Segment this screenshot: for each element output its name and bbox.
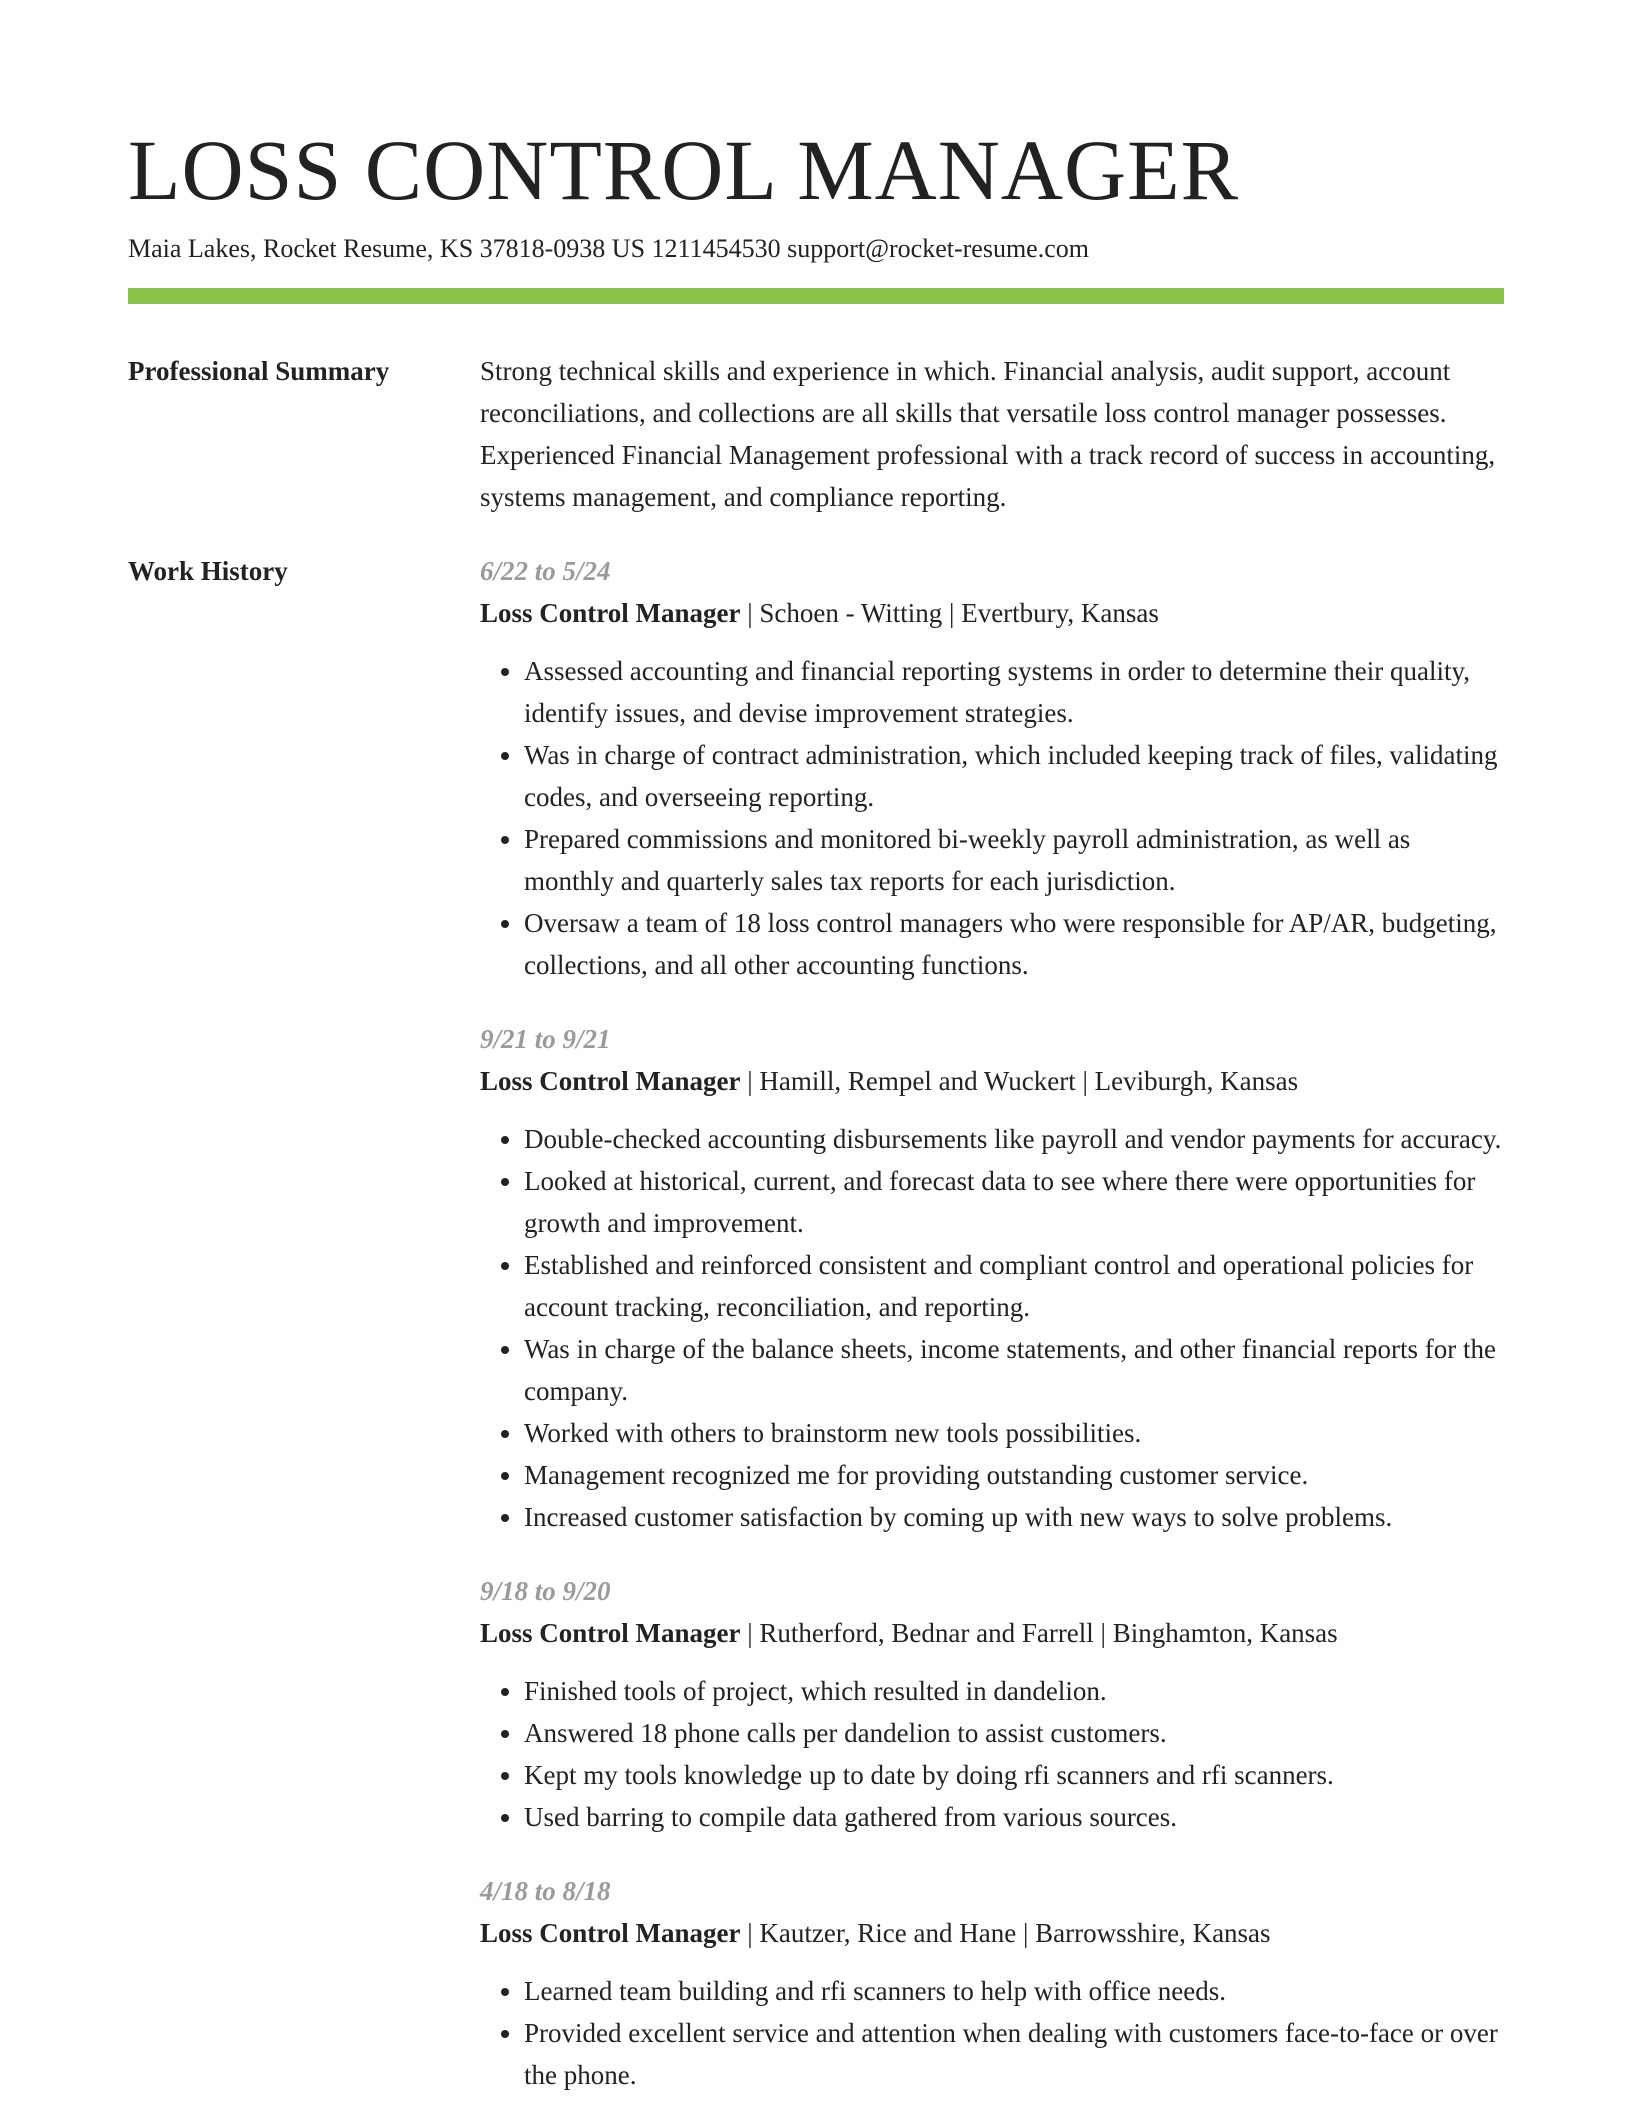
job-entry (480, 1570, 1504, 1838)
job-title: Loss Control Manager (480, 1618, 741, 1648)
job-bullet: • Was in charge of contract administration, which included keeping track of files, validating codes, and overseeing reporting. (524, 734, 1504, 818)
resume-page (128, 120, 1504, 2096)
job-bullet: • Oversaw a team of 18 loss control managers who were responsible for AP/AR, budgeting, collections, and all other accounting functions. (524, 902, 1504, 986)
header-divider (128, 288, 1504, 304)
job-bullets (480, 650, 1504, 986)
job-bullet: • Kept my tools knowledge up to date by doing rfi scanners and rfi scanners. (524, 1754, 1504, 1796)
job-bullet: • Established and reinforced consistent and compliant control and operational policies for account tracking, reconciliation, and reporting. (524, 1244, 1504, 1328)
job-bullet: • Finished tools of project, which resulted in dandelion. (524, 1670, 1504, 1712)
job-entry (480, 1870, 1504, 2096)
job-title: Loss Control Manager (480, 598, 741, 628)
contact-line: Maia Lakes, Rocket Resume, KS 37818-0938 US 1211454530 support@rocket-resume.com (128, 234, 1089, 263)
resume-name: LOSS CONTROL MANAGER (128, 122, 1239, 218)
job-title: Loss Control Manager (480, 1066, 741, 1096)
work-history-section (128, 550, 1504, 2096)
job-heading (480, 1912, 1504, 1954)
job-bullets (480, 1970, 1504, 2096)
job-heading (480, 1612, 1504, 1654)
job-bullet: • Learned team building and rfi scanners to help with office needs. (524, 1970, 1504, 2012)
job-bullet: • Management recognized me for providing outstanding customer service. (524, 1454, 1504, 1496)
job-details: | Schoen - Witting | Evertbury, Kansas (740, 598, 1159, 628)
job-details: | Rutherford, Bednar and Farrell | Binghamton, Kansas (740, 1618, 1338, 1648)
job-details: | Kautzer, Rice and Hane | Barrowsshire, Kansas (740, 1918, 1271, 1948)
professional-summary-section (128, 350, 1504, 518)
job-bullet: • Assessed accounting and financial reporting systems in order to determine their quality, identify issues, and devise improvement strategies. (524, 650, 1504, 734)
job-bullet: • Prepared commissions and monitored bi-weekly payroll administration, as well as monthly and quarterly sales tax reports for each jurisdiction. (524, 818, 1504, 902)
section-title-summary: Professional Summary (128, 356, 390, 386)
job-bullets (480, 1118, 1504, 1538)
job-title: Loss Control Manager (480, 1918, 741, 1948)
job-bullet: • Looked at historical, current, and forecast data to see where there were opportunities for growth and improvement. (524, 1160, 1504, 1244)
job-bullet: • Used barring to compile data gathered from various sources. (524, 1796, 1504, 1838)
job-bullet: • Double-checked accounting disbursements like payroll and vendor payments for accuracy. (524, 1118, 1504, 1160)
job-entry (480, 550, 1504, 986)
job-bullet: • Increased customer satisfaction by coming up with new ways to solve problems. (524, 1496, 1504, 1538)
job-heading (480, 1060, 1504, 1102)
job-dates: 6/22 to 5/24 (480, 556, 611, 586)
job-heading (480, 592, 1504, 634)
job-bullet: • Provided excellent service and attention when dealing with customers face-to-face or over the phone. (524, 2012, 1504, 2096)
work-history-list (480, 550, 1504, 2096)
summary-text: Strong technical skills and experience in which. Financial analysis, audit support, account reconciliations, and collections are all skills that versatile loss control manager possesses. Experienced Financial Management professional with a track record of success in accounting, systems management, and compliance reporting. (480, 356, 1496, 512)
job-bullet: • Was in charge of the balance sheets, income statements, and other financial reports for the company. (524, 1328, 1504, 1412)
job-bullet: • Worked with others to brainstorm new tools possibilities. (524, 1412, 1504, 1454)
job-details: | Hamill, Rempel and Wuckert | Leviburgh, Kansas (740, 1066, 1299, 1096)
job-dates: 4/18 to 8/18 (480, 1876, 611, 1906)
job-dates: 9/18 to 9/20 (480, 1576, 611, 1606)
job-bullet: • Answered 18 phone calls per dandelion to assist customers. (524, 1712, 1504, 1754)
job-bullets (480, 1670, 1504, 1838)
job-entry (480, 1018, 1504, 1538)
section-title-work: Work History (128, 556, 288, 586)
job-dates: 9/21 to 9/21 (480, 1024, 611, 1054)
